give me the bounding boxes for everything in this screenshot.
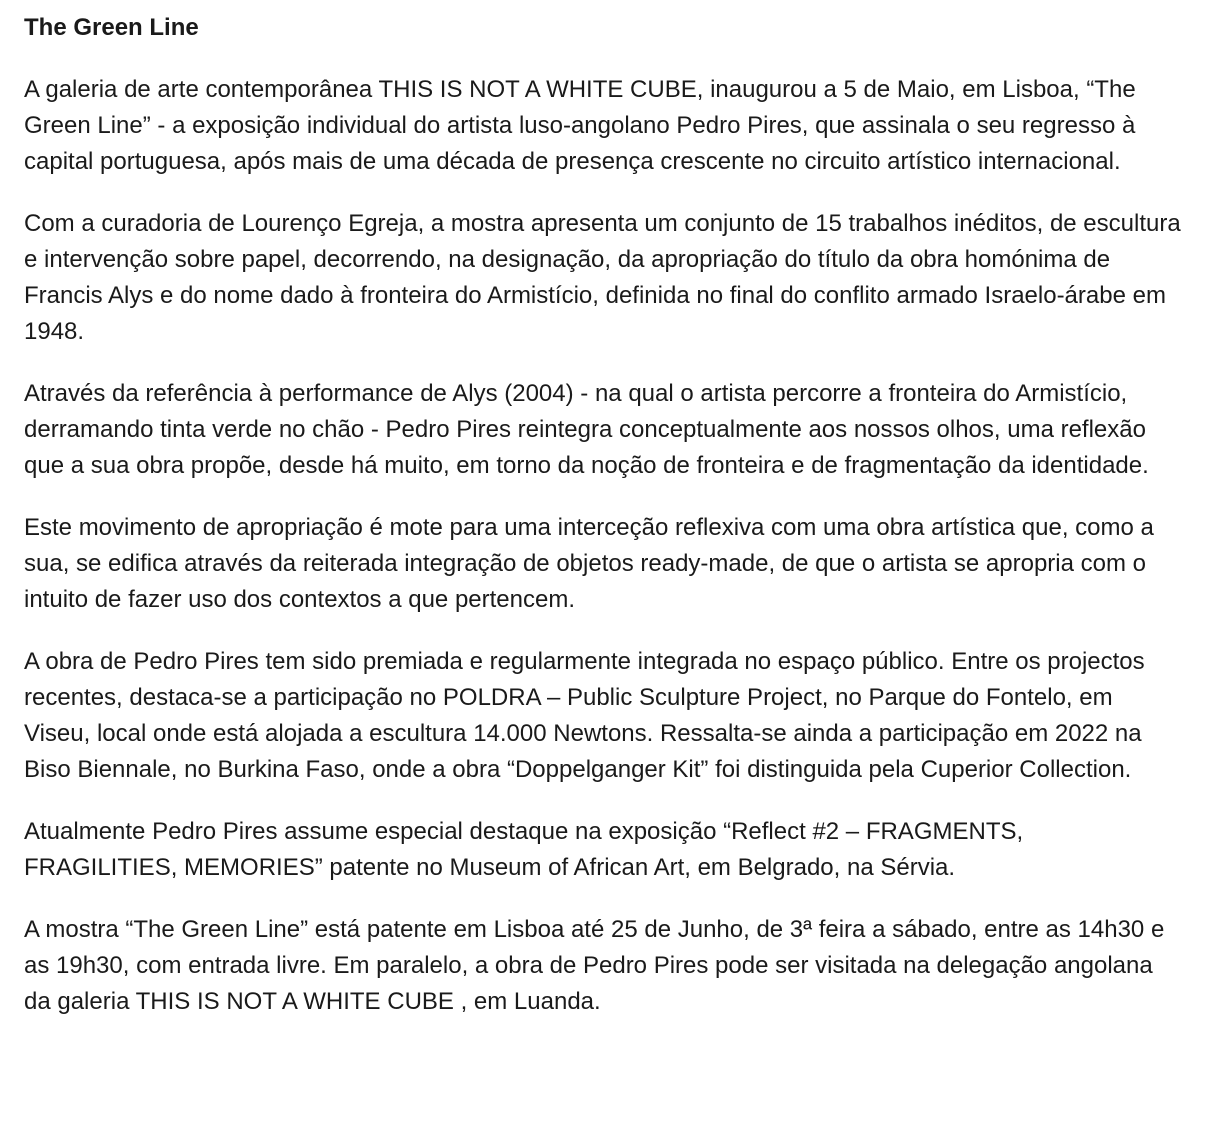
article-title: The Green Line: [24, 14, 199, 41]
article-paragraph: Com a curadoria de Lourenço Egreja, a mostra apresenta um conjunto de 15 trabalhos inéditos, de escultura e intervenção sobre papel, decorrendo, na designação, da apropriação do título da obra homónima de Francis Alys e do nome dado à fronteira do Armistício, definida no final do conflito armado Israelo-árabe em 1948.: [24, 210, 1181, 345]
article-paragraph: A galeria de arte contemporânea THIS IS NOT A WHITE CUBE, inaugurou a 5 de Maio, em Lisboa, “The Green Line” - a exposição individual do artista luso-angolano Pedro Pires, que assinala o seu regresso à capital portuguesa, após mais de uma década de presença crescente no circuito artístico internacional.: [24, 76, 1136, 175]
article-paragraph: Atualmente Pedro Pires assume especial destaque na exposição “Reflect #2 – FRAGMENTS, FRAGILITIES, MEMORIES” patente no Museum of African Art, em Belgrado, na Sérvia.: [24, 818, 1024, 881]
article-paragraph: A obra de Pedro Pires tem sido premiada e regularmente integrada no espaço público. Entre os projectos recentes, destaca-se a participação no POLDRA – Public Sculpture Project, no Parque do Fontelo, em Viseu, local onde está alojada a escultura 14.000 Newtons. Ressalta-se ainda a participação em 2022 na Biso Biennale, no Burkina Faso, onde a obra “Doppelganger Kit” foi distinguida pela Cuperior Collection.: [24, 648, 1145, 783]
article-paragraph: Este movimento de apropriação é mote para uma interceção reflexiva com uma obra artística que, como a sua, se edifica através da reiterada integração de objetos ready-made, de que o artista se apropria com o intuito de fazer uso dos contextos a que pertencem.: [24, 514, 1154, 613]
article-paragraph: Através da referência à performance de Alys (2004) - na qual o artista percorre a fronteira do Armistício, derramando tinta verde no chão - Pedro Pires reintegra conceptualmente aos nossos olhos, uma reflexão que a sua obra propõe, desde há muito, em torno da noção de fronteira e de fragmentação da identidade.: [24, 380, 1149, 479]
article-paragraph: A mostra “The Green Line” está patente em Lisboa até 25 de Junho, de 3ª feira a sábado, entre as 14h30 e as 19h30, com entrada livre. Em paralelo, a obra de Pedro Pires pode ser visitada na delegação angolana da galeria THIS IS NOT A WHITE CUBE , em Luanda.: [24, 916, 1165, 1015]
